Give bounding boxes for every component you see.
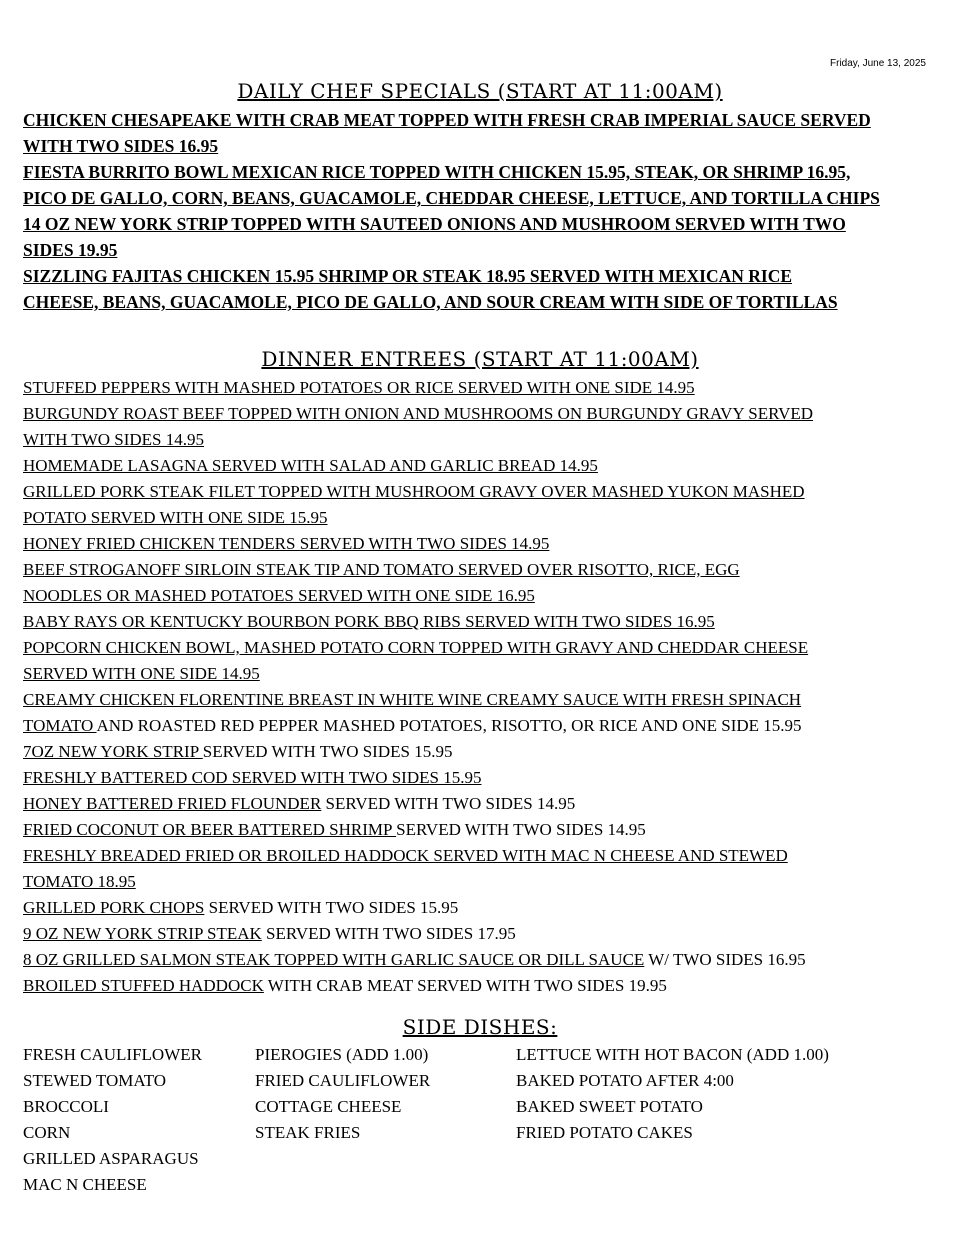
entree-line — [23, 817, 923, 843]
entree-line — [23, 583, 923, 609]
specials-line: FIESTA BURRITO BOWL MEXICAN RICE TOPPED WITH CHICKEN 15.95, STEAK, OR SHRIMP 16.95, — [23, 162, 851, 182]
entree-line — [23, 765, 923, 791]
entree-underlined-text: 8 OZ GRILLED SALMON STEAK TOPPED WITH GARLIC SAUCE OR DILL SAUCE — [23, 950, 645, 969]
entree-line — [23, 843, 923, 869]
entree-line — [23, 921, 923, 947]
side-dish-item: FRESH CAULIFLOWER — [23, 1045, 202, 1064]
entree-line — [23, 401, 923, 427]
entree-line — [23, 869, 923, 895]
entree-plain-text: WITH CRAB MEAT SERVED WITH TWO SIDES 19.95 — [263, 976, 667, 995]
entree-underlined-text: BEEF STROGANOFF SIRLOIN STEAK TIP AND TOMATO SERVED OVER RISOTTO, RICE, EGG — [23, 560, 740, 579]
side-dish-item: FRIED POTATO CAKES — [516, 1123, 693, 1142]
side-dish-item: BROCCOLI — [23, 1097, 109, 1116]
entree-underlined-text: 9 OZ NEW YORK STRIP STEAK — [23, 924, 262, 943]
entree-underlined-text: BROILED STUFFED HADDOCK — [23, 976, 264, 995]
entree-underlined-text: HOMEMADE LASAGNA SERVED WITH SALAD AND GARLIC BREAD 14.95 — [23, 456, 598, 475]
entree-plain-text: SERVED WITH TWO SIDES 17.95 — [261, 924, 516, 943]
side-dish-item: LETTUCE WITH HOT BACON (ADD 1.00) — [516, 1045, 829, 1064]
specials-line: 14 OZ NEW YORK STRIP TOPPED WITH SAUTEED ONIONS AND MUSHROOM SERVED WITH TWO — [23, 214, 846, 234]
entree-line — [23, 687, 923, 713]
sides-heading: SIDE DISHES: — [402, 1015, 558, 1039]
entree-line — [23, 479, 923, 505]
entree-underlined-text: FRESHLY BATTERED COD SERVED WITH TWO SIDES 15.95 — [23, 768, 482, 787]
entree-underlined-text: CREAMY CHICKEN FLORENTINE BREAST IN WHITE WINE CREAMY SAUCE WITH FRESH SPINACH — [23, 690, 802, 709]
entree-line — [23, 973, 923, 999]
entree-line — [23, 895, 923, 921]
sides-column-2 — [255, 1042, 430, 1146]
entree-plain-text: SERVED WITH TWO SIDES 15.95 — [204, 898, 459, 917]
entree-plain-text: W/ TWO SIDES 16.95 — [644, 950, 806, 969]
side-dish-item: COTTAGE CHEESE — [255, 1097, 402, 1116]
entree-plain-text: SERVED WITH TWO SIDES 15.95 — [202, 742, 453, 761]
entree-line — [23, 375, 923, 401]
side-dish-item: STEWED TOMATO — [23, 1071, 167, 1090]
entree-plain-text: AND ROASTED RED PEPPER MASHED POTATOES, RISOTTO, OR RICE AND ONE SIDE 15.95 — [96, 716, 802, 735]
entrees-heading: DINNER ENTREES (START AT 11:00AM) — [261, 347, 699, 371]
entree-underlined-text: POTATO SERVED WITH ONE SIDE 15.95 — [23, 508, 328, 527]
entree-underlined-text: FRIED COCONUT OR BEER BATTERED SHRIMP — [23, 820, 397, 839]
entree-line — [23, 531, 923, 557]
entree-line — [23, 609, 923, 635]
side-dish-item: GRILLED ASPARAGUS — [23, 1149, 199, 1168]
entree-line — [23, 739, 923, 765]
entree-underlined-text: WITH TWO SIDES 14.95 — [23, 430, 204, 449]
entrees-list — [23, 375, 923, 999]
entree-underlined-text: GRILLED PORK CHOPS — [23, 898, 205, 917]
side-dish-item: MAC N CHEESE — [23, 1175, 147, 1194]
specials-line: WITH TWO SIDES 16.95 — [23, 136, 219, 156]
entree-underlined-text: BURGUNDY ROAST BEEF TOPPED WITH ONION AND MUSHROOMS ON BURGUNDY GRAVY SERVED — [23, 404, 814, 423]
entree-line — [23, 453, 923, 479]
side-dish-item: BAKED SWEET POTATO — [516, 1097, 703, 1116]
entree-underlined-text: POPCORN CHICKEN BOWL, MASHED POTATO CORN TOPPED WITH GRAVY AND CHEDDAR CHEESE — [23, 638, 809, 657]
entree-line — [23, 791, 923, 817]
entree-underlined-text: TOMATO — [23, 716, 97, 735]
entree-line — [23, 661, 923, 687]
side-dish-item: PIEROGIES (ADD 1.00) — [255, 1045, 429, 1064]
specials-line: SIDES 19.95 — [23, 240, 118, 260]
entree-underlined-text: TOMATO 18.95 — [23, 872, 136, 891]
entree-underlined-text: STUFFED PEPPERS WITH MASHED POTATOES OR RICE SERVED WITH ONE SIDE 14.95 — [23, 378, 695, 397]
side-dish-item: STEAK FRIES — [255, 1123, 361, 1142]
entree-underlined-text: GRILLED PORK STEAK FILET TOPPED WITH MUSHROOM GRAVY OVER MASHED YUKON MASHED — [23, 482, 805, 501]
entree-underlined-text: FRESHLY BREADED FRIED OR BROILED HADDOCK SERVED WITH MAC N CHEESE AND STEWED — [23, 846, 788, 865]
specials-heading: DAILY CHEF SPECIALS (START AT 11:00AM) — [237, 79, 723, 103]
entree-underlined-text: SERVED WITH ONE SIDE 14.95 — [23, 664, 260, 683]
entree-underlined-text: NOODLES OR MASHED POTATOES SERVED WITH ONE SIDE 16.95 — [23, 586, 535, 605]
entree-underlined-text: HONEY BATTERED FRIED FLOUNDER — [23, 794, 322, 813]
entree-line — [23, 713, 923, 739]
entree-line — [23, 427, 923, 453]
entree-underlined-text: 7OZ NEW YORK STRIP — [23, 742, 203, 761]
entree-underlined-text: BABY RAYS OR KENTUCKY BOURBON PORK BBQ RIBS SERVED WITH TWO SIDES 16.95 — [23, 612, 715, 631]
specials-line: CHICKEN CHESAPEAKE WITH CRAB MEAT TOPPED WITH FRESH CRAB IMPERIAL SAUCE SERVED — [23, 110, 871, 130]
side-dish-item: BAKED POTATO AFTER 4:00 — [516, 1071, 734, 1090]
entree-line — [23, 947, 923, 973]
entree-plain-text: SERVED WITH TWO SIDES 14.95 — [396, 820, 646, 839]
entree-line — [23, 505, 923, 531]
side-dish-item: FRIED CAULIFLOWER — [255, 1071, 431, 1090]
entree-line — [23, 635, 923, 661]
sides-column-3 — [516, 1042, 829, 1146]
sides-column-1 — [23, 1042, 202, 1198]
menu-date: Friday, June 13, 2025 — [830, 58, 926, 69]
entree-plain-text: SERVED WITH TWO SIDES 14.95 — [321, 794, 576, 813]
entree-underlined-text: HONEY FRIED CHICKEN TENDERS SERVED WITH TWO SIDES 14.95 — [23, 534, 550, 553]
entree-line — [23, 557, 923, 583]
side-dish-item: CORN — [23, 1123, 71, 1142]
specials-list — [23, 107, 923, 315]
specials-line: SIZZLING FAJITAS CHICKEN 15.95 SHRIMP OR STEAK 18.95 SERVED WITH MEXICAN RICE — [23, 266, 793, 286]
specials-line: PICO DE GALLO, CORN, BEANS, GUACAMOLE, CHEDDAR CHEESE, LETTUCE, AND TORTILLA CHIPS — [23, 188, 880, 208]
specials-line: CHEESE, BEANS, GUACAMOLE, PICO DE GALLO, AND SOUR CREAM WITH SIDE OF TORTILLAS — [23, 292, 838, 312]
